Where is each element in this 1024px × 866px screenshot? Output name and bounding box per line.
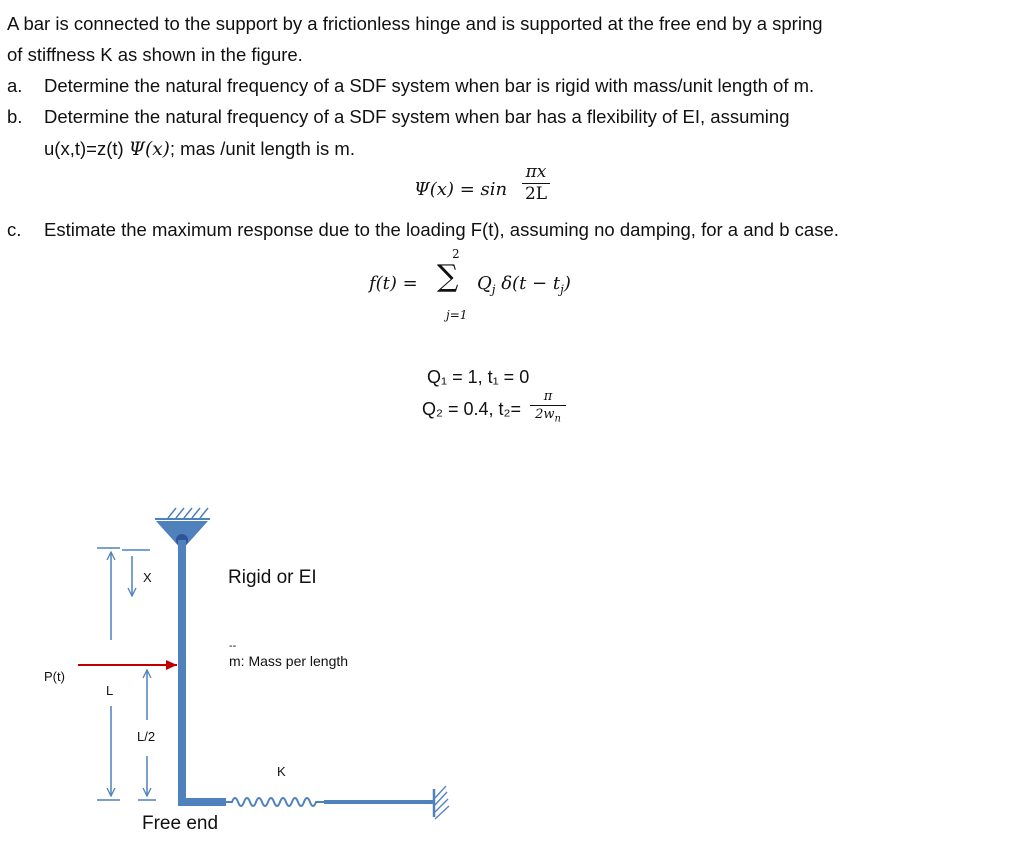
q1-line: Q₁ = 1, t₁ = 0 (427, 367, 530, 387)
q2-line: Q₂ = 0.4, t₂= (422, 399, 522, 419)
mass-label: m: Mass per length (229, 653, 349, 669)
item-a-marker: a. (7, 75, 23, 96)
top-support (155, 508, 210, 519)
x-label: X (143, 570, 152, 585)
sum-lower-limit: j=1 (446, 308, 468, 322)
spring-label: K (277, 764, 286, 779)
q2-den-main: 2w (535, 407, 555, 422)
item-b-text-2-post: ; mas /unit length is m. (169, 138, 355, 159)
f-equation-lhs: f(t) = (369, 273, 418, 294)
psi-equation-lhs: Ψ(x) = sin (414, 179, 508, 200)
length-label: L (106, 683, 114, 698)
free-end-label: Free end (142, 813, 219, 834)
dimension-L (97, 548, 120, 800)
vertical-bar (178, 540, 186, 806)
item-b-text: Determine the natural frequency of a SDF system when bar has a flexibility of EI, assuming (44, 106, 790, 127)
item-b-text-2-pre: u(x,t)=z(t) (44, 138, 129, 159)
intro-line-2: of stiffness K as shown in the figure. (7, 44, 303, 65)
item-a-text: Determine the natural frequency of a SDF system when bar is rigid with mass/unit length of m. (44, 75, 815, 96)
spring-rod (324, 800, 434, 804)
delta-term: δ(t − t (495, 273, 561, 294)
item-c-marker: c. (7, 219, 22, 240)
close-paren: ) (563, 273, 571, 294)
rigid-label: Rigid or EI (228, 567, 317, 588)
q2-numerator: π (543, 389, 553, 404)
t-subscript: j (560, 282, 564, 297)
sum-upper-limit: 2 (452, 247, 460, 261)
psi-numerator: πx (525, 162, 547, 182)
spring (226, 798, 324, 806)
half-length-label: L/2 (137, 729, 156, 744)
q2-den-sub: n (554, 413, 561, 425)
mass-bar-mark: -- (229, 640, 237, 652)
intro-line-1: A bar is connected to the support by a frictionless hinge and is supported at the free end by a spring (7, 13, 823, 34)
psi-denominator: 2L (524, 184, 548, 204)
item-c-text: Estimate the maximum response due to the loading F(t), assuming no damping, for a and b case. (44, 219, 839, 240)
q-symbol: Q (477, 273, 492, 294)
sum-symbol: ∑ (437, 259, 459, 294)
right-support (434, 786, 449, 819)
q-subscript: j (491, 282, 496, 297)
horizontal-bar (178, 798, 226, 806)
load-label: P(t) (44, 669, 65, 684)
psi-symbol: Ψ(x) (128, 139, 170, 160)
item-b-marker: b. (7, 106, 23, 127)
